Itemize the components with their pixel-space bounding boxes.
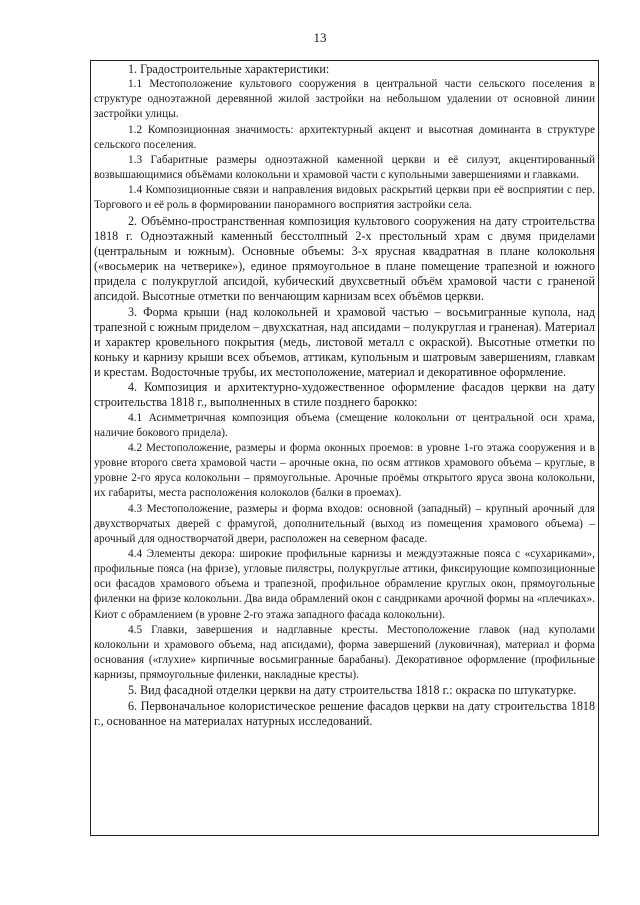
page-number: 13 (313, 30, 327, 45)
section-2: 2. Объёмно-пространственная композиция культового сооружения на дату строительства 1818 г. Одноэтажный каменный бесстолпный 2-х престольный храм с двумя приделами (центральным и южным). Основные объемы: 3-х ярусная квадратная в плане колокольня («восьмерик на четверике»), единое прямоугольное в плане помещение трапезной и южного придела с полукруглой апсидой, кубический двухсветный объём храмовой части с граненой апсидой. Высотные отметки по венчающим карнизам всех объёмов церкви. (94, 213, 595, 304)
paragraph-1-4: 1.4 Композиционные связи и направления видовых раскрытий церкви при её восприятии с пер. Торгового и её роль в формировании панорамного восприятия застройки села. (94, 184, 595, 212)
section-6: 6. Первоначальное колористическое решение фасадов церкви на дату строительства 1818 г., основанное на материалах натурных исследований. (94, 698, 595, 728)
paragraph-1-2: 1.2 Композиционная значимость: архитектурный акцент и высотная доминанта в структуре сельского поселения. (94, 123, 595, 151)
paragraph-4-2: 4.2 Местоположение, размеры и форма оконных проемов: в уровне 1-го этажа сооружения и в уровне второго света храмовой части – арочные окна, по осям аттиков храмового объема – круглые, в уровне 2-го яруса колокольни – прямоугольные. Арочные проёмы открытого яруса звона колокольни, их габариты, места расположения колоколов (балки в проемах). (94, 441, 595, 500)
paragraph-1-3: 1.3 Габаритные размеры одноэтажной каменной церкви и её силуэт, акцентированный возвышающимися объёмами колокольни и храмовой части с купольными завершениями и главками. (94, 153, 595, 182)
section-3: 3. Форма крыши (над колокольней и храмовой частью – восьмигранные купола, над трапезной с южным приделом – двухскатная, над апсидами – полукруглая и граненая). Материал и характер кровельного покрытия (медь, листовой металл с окраской). Высотные отметки по коньку и карнизу крыши всех объемов, аттикам, купольным и шатровым завершениям, главкам и крестам. Водосточные трубы, их местоположение, материал и декоративное оформление. (94, 304, 595, 380)
section-5: 5. Вид фасадной отделки церкви на дату строительства 1818 г.: окраска по штукатурке. (128, 683, 577, 698)
document-body (94, 62, 595, 729)
paragraph-4-3: 4.3 Местоположение, размеры и форма входов: основной (западный) – крупный арочный для двухстворчатых дверей с фрамугой, дополнительный (выход из помещения храмового объема) – арочный для одностворчатой двери, расположен на северном фасаде. (94, 502, 595, 545)
section-4: 4. Композиция и архитектурно-художественное оформление фасадов церкви на дату строительства 1818 г., выполненных в стиле позднего барокко: (94, 380, 595, 410)
paragraph-4-4: 4.4 Элементы декора: широкие профильные карнизы и междуэтажные пояса с «сухариками», профильные пояса (на фризе), угловые пилястры, полукруглые аттики, фиксирующие композиционные оси фасадов храмового объема и трапезной, профильное обрамление круглых окон, прямоугольные филенки на фризе колокольни. Два вида обрамлений окон с сандриками арочной формы на «плечиках». Киот с обрамлением (в уровне 2-го этажа западного фасада колокольни). (94, 548, 595, 621)
paragraph-1-1: 1.1 Местоположение культового сооружения в центральной части сельского поселения в структуре одноэтажной деревянной жилой застройки на небольшом удалении от основной линии застройки улицы. (94, 78, 595, 121)
paragraph-4-1: 4.1 Асимметричная композиция объема (смещение колокольни от центральной оси храма, наличие бокового придела). (94, 411, 595, 439)
paragraph-4-5: 4.5 Главки, завершения и надглавные кресты. Местоположение главок (над куполами колокольни и храмового объема, над апсидами), форма завершений (луковичная), материал и форма основания («глухие» кирпичные восьмигранные барабаны). Декоративное оформление (профильные карнизы, прямоугольные филенки, накладные кресты). (94, 623, 595, 682)
section-1-heading: 1. Градостроительные характеристики: (128, 62, 330, 76)
